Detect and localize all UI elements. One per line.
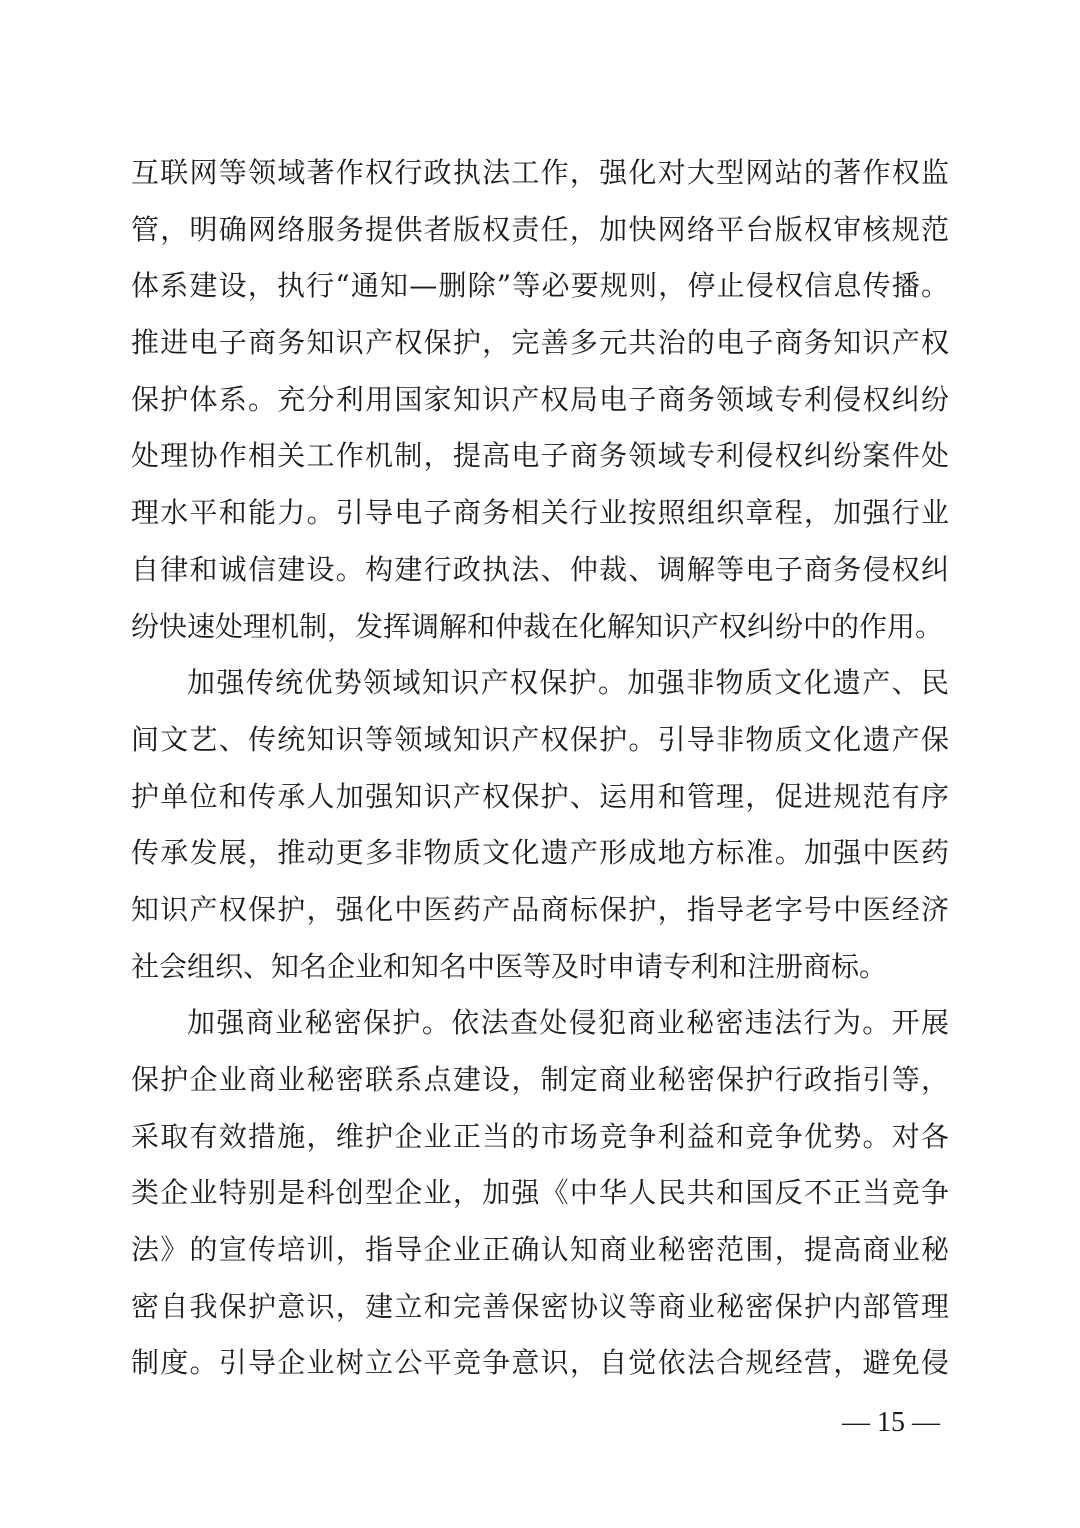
text-line: 护单位和传承人加强知识产权保护、运用和管理，促进规范有序 — [131, 779, 949, 813]
paragraph — [131, 145, 949, 655]
text-line: 制度。引导企业树立公平竞争意识，自觉依法合规经营，避免侵 — [131, 1346, 949, 1380]
text-line: 密自我保护意识，建立和完善保密协议等商业秘密保护内部管理 — [131, 1289, 949, 1323]
text-line: 体系建设，执行“通知—删除”等必要规则，停止侵权信息传播。 — [131, 269, 949, 303]
text-line: 保护企业商业秘密联系点建设，制定商业秘密保护行政指引等， — [131, 1063, 949, 1096]
text-line: 类企业特别是科创型企业，加强《中华人民共和国反不正当竞争 — [131, 1176, 949, 1210]
page-number: — 15 — — [842, 1407, 940, 1438]
text-line: 间文艺、传统知识等领域知识产权保护。引导非物质文化遗产保 — [131, 722, 949, 756]
paragraph — [131, 655, 949, 995]
text-line: 采取有效措施，维护企业正当的市场竞争利益和竞争优势。对各 — [131, 1119, 949, 1153]
text-line: 纷快速处理机制，发挥调解和仲裁在化解知识产权纠纷中的作用。 — [131, 609, 944, 643]
text-line: 互联网等领域著作权行政执法工作，强化对大型网站的著作权监 — [131, 156, 949, 189]
text-line: 加强传统优势领域知识产权保护。加强非物质文化遗产、民 — [187, 666, 949, 700]
text-line: 理水平和能力。引导电子商务相关行业按照组织章程，加强行业 — [131, 496, 949, 530]
text-line: 社会组织、知名企业和知名中医等及时申请专利和注册商标。 — [131, 949, 888, 983]
text-line: 法》的宣传培训，指导企业正确认知商业秘密范围，提高商业秘 — [131, 1233, 949, 1267]
text-line: 加强商业秘密保护。依法查处侵犯商业秘密违法行为。开展 — [187, 1006, 949, 1040]
text-line: 自律和诚信建设。构建行政执法、仲裁、调解等电子商务侵权纠 — [131, 552, 949, 586]
paragraph — [131, 995, 949, 1392]
text-line: 知识产权保护，强化中医药产品商标保护，指导老字号中医经济 — [131, 892, 949, 926]
text-line: 保护体系。充分利用国家知识产权局电子商务领域专利侵权纠纷 — [131, 382, 949, 416]
text-line: 传承发展，推动更多非物质文化遗产形成地方标准。加强中医药 — [131, 836, 949, 870]
text-line: 处理协作相关工作机制，提高电子商务领域专利侵权纠纷案件处 — [131, 439, 949, 473]
text-line: 推进电子商务知识产权保护，完善多元共治的电子商务知识产权 — [131, 326, 949, 360]
text-line: 管，明确网络服务提供者版权责任，加快网络平台版权审核规范 — [131, 212, 949, 246]
body-text — [131, 145, 949, 1392]
